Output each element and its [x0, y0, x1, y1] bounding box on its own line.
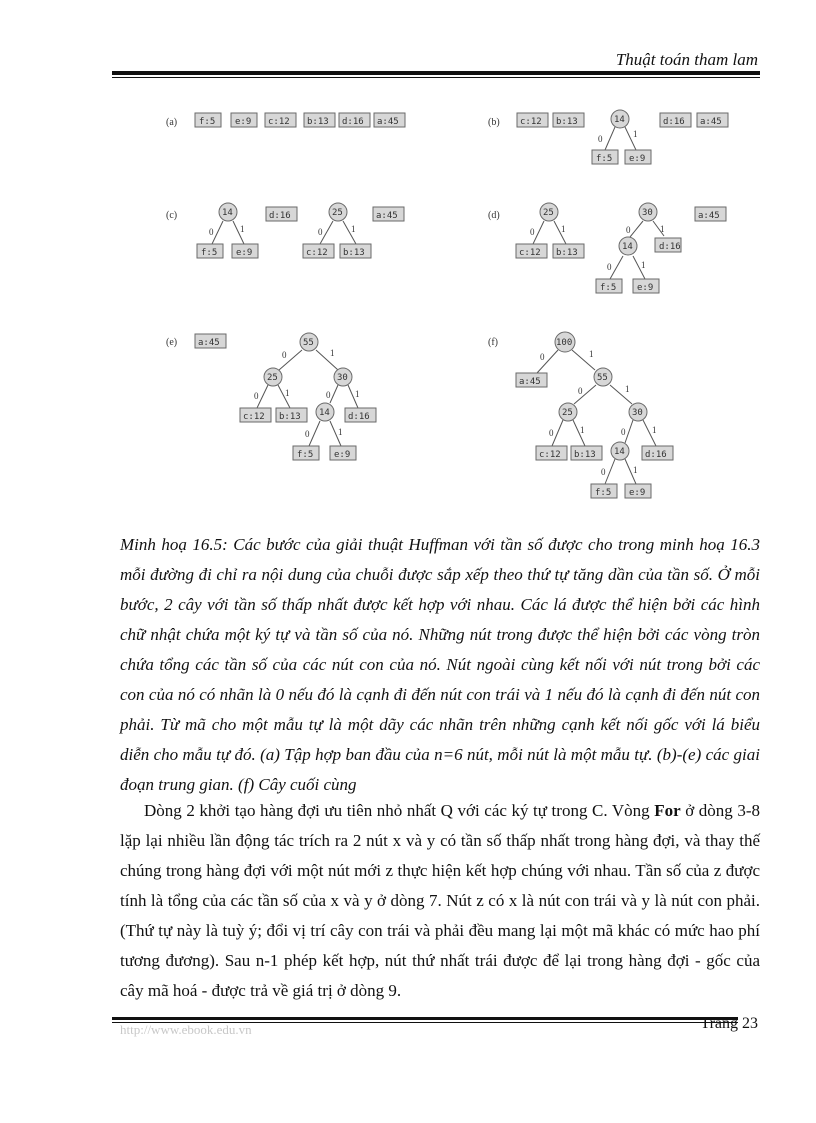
- svg-text:b:13: b:13: [574, 450, 596, 460]
- svg-text:c:12: c:12: [539, 450, 561, 460]
- svg-text:25: 25: [562, 408, 573, 418]
- leaf-node: [304, 113, 335, 127]
- svg-text:c:12: c:12: [268, 117, 290, 127]
- leaf-node: [265, 113, 296, 127]
- internal-node: [555, 332, 575, 352]
- caption-text: : Các bước của giải thuật Huffman với tần số được cho trong minh hoạ 16.3 mỗi đường đi chỉ ra nội dung của chuỗi được sắp xếp theo thứ tự tăng dần của tần số. Ở mỗi bước, 2 cây với tần số thấp nhất được kết hợp với nhau. Các lá được thể hiện bởi các hình chữ nhật chứa một ký tự và tần số của nó. Những nút trong được thể hiện bởi các vòng tròn chứa tổng các tần số của các nút con của nó. Nút ngoài cùng kết nối với nút trong bởi các con của nó có nhãn là 0 nếu đó là cạnh đi đến nút con trái và 1 nếu đó là cạnh đi đến nút con phải. Từ mã cho một mẫu tự là một dãy các nhãn trên những cạnh kết nối gốc với lá biểu diễn cho mẫu tự đó. (a) Tập hợp ban đầu của n=6 nút, mỗi nút là một mẫu tự. (b)-(e) các giai đoạn trung gian. (f) Cây cuối cùng: [120, 535, 760, 794]
- edge-label: 0: [318, 227, 323, 237]
- svg-text:e:9: e:9: [629, 488, 646, 498]
- edge-label: 0: [549, 428, 554, 438]
- edge-label: 0: [305, 429, 310, 439]
- svg-text:f:5: f:5: [199, 117, 216, 127]
- svg-text:f:5: f:5: [596, 154, 613, 164]
- internal-node: [629, 403, 647, 421]
- edge-label: 0: [326, 390, 331, 400]
- leaf-node: [553, 244, 584, 258]
- svg-text:c:12: c:12: [519, 248, 541, 258]
- svg-text:d:16: d:16: [269, 211, 291, 221]
- edge-label: 1: [641, 260, 646, 270]
- leaf-node: [345, 408, 376, 422]
- svg-text:d:16: d:16: [348, 412, 370, 422]
- svg-text:e:9: e:9: [334, 450, 351, 460]
- leaf-node: [339, 113, 370, 127]
- svg-text:a:45: a:45: [700, 117, 722, 127]
- svg-text:e:9: e:9: [236, 248, 253, 258]
- edge-label: 1: [589, 349, 594, 359]
- edge-label: 0: [540, 352, 545, 362]
- leaf-node: [660, 113, 691, 127]
- svg-text:25: 25: [543, 208, 554, 218]
- svg-text:d:16: d:16: [645, 450, 667, 460]
- panel-label: (a): [166, 117, 178, 128]
- leaf-node: [330, 446, 356, 460]
- leaf-node: [517, 113, 548, 127]
- svg-text:b:13: b:13: [343, 248, 365, 258]
- edge-label: 0: [209, 227, 214, 237]
- internal-node: [559, 403, 577, 421]
- leaf-node: [591, 484, 617, 498]
- running-header-title: Thuật toán tham lam: [615, 50, 758, 69]
- panel-c: [166, 203, 404, 258]
- leaf-node: [266, 207, 297, 221]
- leaf-node: [655, 238, 681, 252]
- panel-b: [488, 110, 728, 164]
- leaf-node: [374, 113, 405, 127]
- internal-node: [264, 368, 282, 386]
- svg-text:14: 14: [622, 242, 633, 252]
- svg-text:30: 30: [632, 408, 643, 418]
- svg-text:30: 30: [642, 208, 653, 218]
- edge-label: 0: [621, 427, 626, 437]
- leaf-node: [197, 244, 223, 258]
- svg-text:25: 25: [267, 373, 278, 383]
- svg-text:55: 55: [597, 373, 608, 383]
- edge-label: 1: [338, 427, 343, 437]
- leaf-node: [697, 113, 728, 127]
- edge-label: 1: [285, 388, 290, 398]
- leaf-node: [625, 150, 651, 164]
- body-text-part1: Dòng 2 khởi tạo hàng đợi ưu tiên nhỏ nhất Q với các ký tự trong C. Vòng: [144, 801, 655, 820]
- panel-e: [166, 333, 376, 460]
- leaf-node: [240, 408, 271, 422]
- svg-text:14: 14: [222, 208, 233, 218]
- edge-label: 1: [652, 425, 657, 435]
- svg-text:25: 25: [332, 208, 343, 218]
- edge-label: 0: [530, 227, 535, 237]
- figure-caption: [120, 530, 760, 800]
- panel-f: [488, 332, 673, 498]
- svg-text:a:45: a:45: [198, 338, 220, 348]
- edge-label: 1: [355, 389, 360, 399]
- svg-text:b:13: b:13: [307, 117, 329, 127]
- svg-text:c:12: c:12: [306, 248, 328, 258]
- edge-label: 1: [625, 384, 630, 394]
- leaf-node: [553, 113, 584, 127]
- svg-text:a:45: a:45: [376, 211, 398, 221]
- svg-text:f:5: f:5: [297, 450, 314, 460]
- leaf-node: [293, 446, 319, 460]
- edge-label: 0: [254, 391, 259, 401]
- leaf-node: [625, 484, 651, 498]
- leaf-node: [340, 244, 371, 258]
- svg-text:d:16: d:16: [659, 242, 681, 252]
- internal-node: [540, 203, 558, 221]
- svg-text:b:13: b:13: [556, 117, 578, 127]
- huffman-figure: [0, 0, 816, 520]
- caption-label: Minh hoạ 16.5: [120, 535, 223, 554]
- panel-a: [166, 113, 405, 128]
- leaf-node: [596, 279, 622, 293]
- svg-text:a:45: a:45: [377, 117, 399, 127]
- leaf-node: [276, 408, 307, 422]
- svg-text:f:5: f:5: [600, 283, 617, 293]
- svg-text:100: 100: [556, 338, 573, 348]
- leaf-node: [303, 244, 334, 258]
- edge-label: 1: [351, 224, 356, 234]
- svg-text:55: 55: [303, 338, 314, 348]
- internal-node: [219, 203, 237, 221]
- leaf-node: [195, 113, 221, 127]
- edge-label: 1: [633, 465, 638, 475]
- leaf-node: [695, 207, 726, 221]
- internal-node: [329, 203, 347, 221]
- edge-label: 1: [660, 224, 665, 234]
- leaf-node: [231, 113, 257, 127]
- leaf-node: [633, 279, 659, 293]
- svg-text:d:16: d:16: [342, 117, 364, 127]
- leaf-node: [516, 244, 547, 258]
- internal-node: [639, 203, 657, 221]
- svg-text:a:45: a:45: [519, 377, 541, 387]
- panel-label: (d): [488, 210, 500, 221]
- body-paragraph: [120, 796, 760, 1006]
- internal-node: [334, 368, 352, 386]
- svg-text:f:5: f:5: [595, 488, 612, 498]
- edge-label: 1: [330, 348, 335, 358]
- footer-rule: [112, 1017, 738, 1020]
- internal-node: [300, 333, 318, 351]
- panel-label: (c): [166, 210, 178, 221]
- svg-text:b:13: b:13: [279, 412, 301, 422]
- svg-text:14: 14: [614, 115, 625, 125]
- internal-node: [611, 442, 629, 460]
- body-text-part2: ở dòng 3-8 lặp lại nhiều lần động tác trích ra 2 nút x và y có tần số thấp nhất trong hàng đợi, và thay thế chúng trong hàng đợi với một nút mới z thực hiện kết hợp chúng với nhau. Tần số của z được tính là tổng của các tần số của x và y ở dòng 7. Nút z có x là nút con trái và y là nút con phải. (Thứ tự này là tuỳ ý; đổi vị trí cây con trái và phải đều mang lại một mã khác có mức hao phí tương đương). Sau n-1 phép kết hợp, nút thứ nhất trái được để lại trong hàng đợi - gốc của cây mã hoá - được trả về giá trị ở dòng 9.: [120, 801, 760, 1000]
- leaf-node: [195, 334, 226, 348]
- leaf-node: [642, 446, 673, 460]
- leaf-node: [592, 150, 618, 164]
- edge-label: 1: [633, 129, 638, 139]
- footer-url-link[interactable]: http://www.ebook.edu.vn: [120, 1022, 252, 1037]
- svg-text:d:16: d:16: [663, 117, 685, 127]
- body-keyword: For: [654, 801, 681, 820]
- svg-text:14: 14: [614, 447, 625, 457]
- svg-text:e:9: e:9: [235, 117, 252, 127]
- edge-label: 1: [580, 425, 585, 435]
- panel-d: [488, 203, 726, 293]
- panel-label: (b): [488, 117, 500, 128]
- leaf-node: [536, 446, 567, 460]
- internal-node: [316, 403, 334, 421]
- svg-text:e:9: e:9: [629, 154, 646, 164]
- leaf-node: [516, 373, 547, 387]
- internal-node: [611, 110, 629, 128]
- leaf-node: [373, 207, 404, 221]
- internal-node: [594, 368, 612, 386]
- edge-label: 0: [601, 467, 606, 477]
- edge-label: 0: [578, 386, 583, 396]
- leaf-node: [571, 446, 602, 460]
- internal-node: [619, 237, 637, 255]
- leaf-node: [232, 244, 258, 258]
- page-number: Trang 23: [700, 1015, 758, 1032]
- edge-label: 0: [626, 225, 631, 235]
- svg-text:c:12: c:12: [243, 412, 265, 422]
- edge-label: 0: [282, 350, 287, 360]
- panel-label: (e): [166, 337, 178, 348]
- edge-label: 1: [240, 224, 245, 234]
- svg-text:f:5: f:5: [201, 248, 218, 258]
- edge-label: 0: [598, 134, 603, 144]
- svg-text:a:45: a:45: [698, 211, 720, 221]
- svg-text:30: 30: [337, 373, 348, 383]
- svg-text:b:13: b:13: [556, 248, 578, 258]
- svg-text:14: 14: [319, 408, 330, 418]
- panel-label: (f): [488, 337, 498, 348]
- edge-label: 1: [561, 224, 566, 234]
- edge-label: 0: [607, 262, 612, 272]
- svg-text:e:9: e:9: [637, 283, 654, 293]
- svg-text:c:12: c:12: [520, 117, 542, 127]
